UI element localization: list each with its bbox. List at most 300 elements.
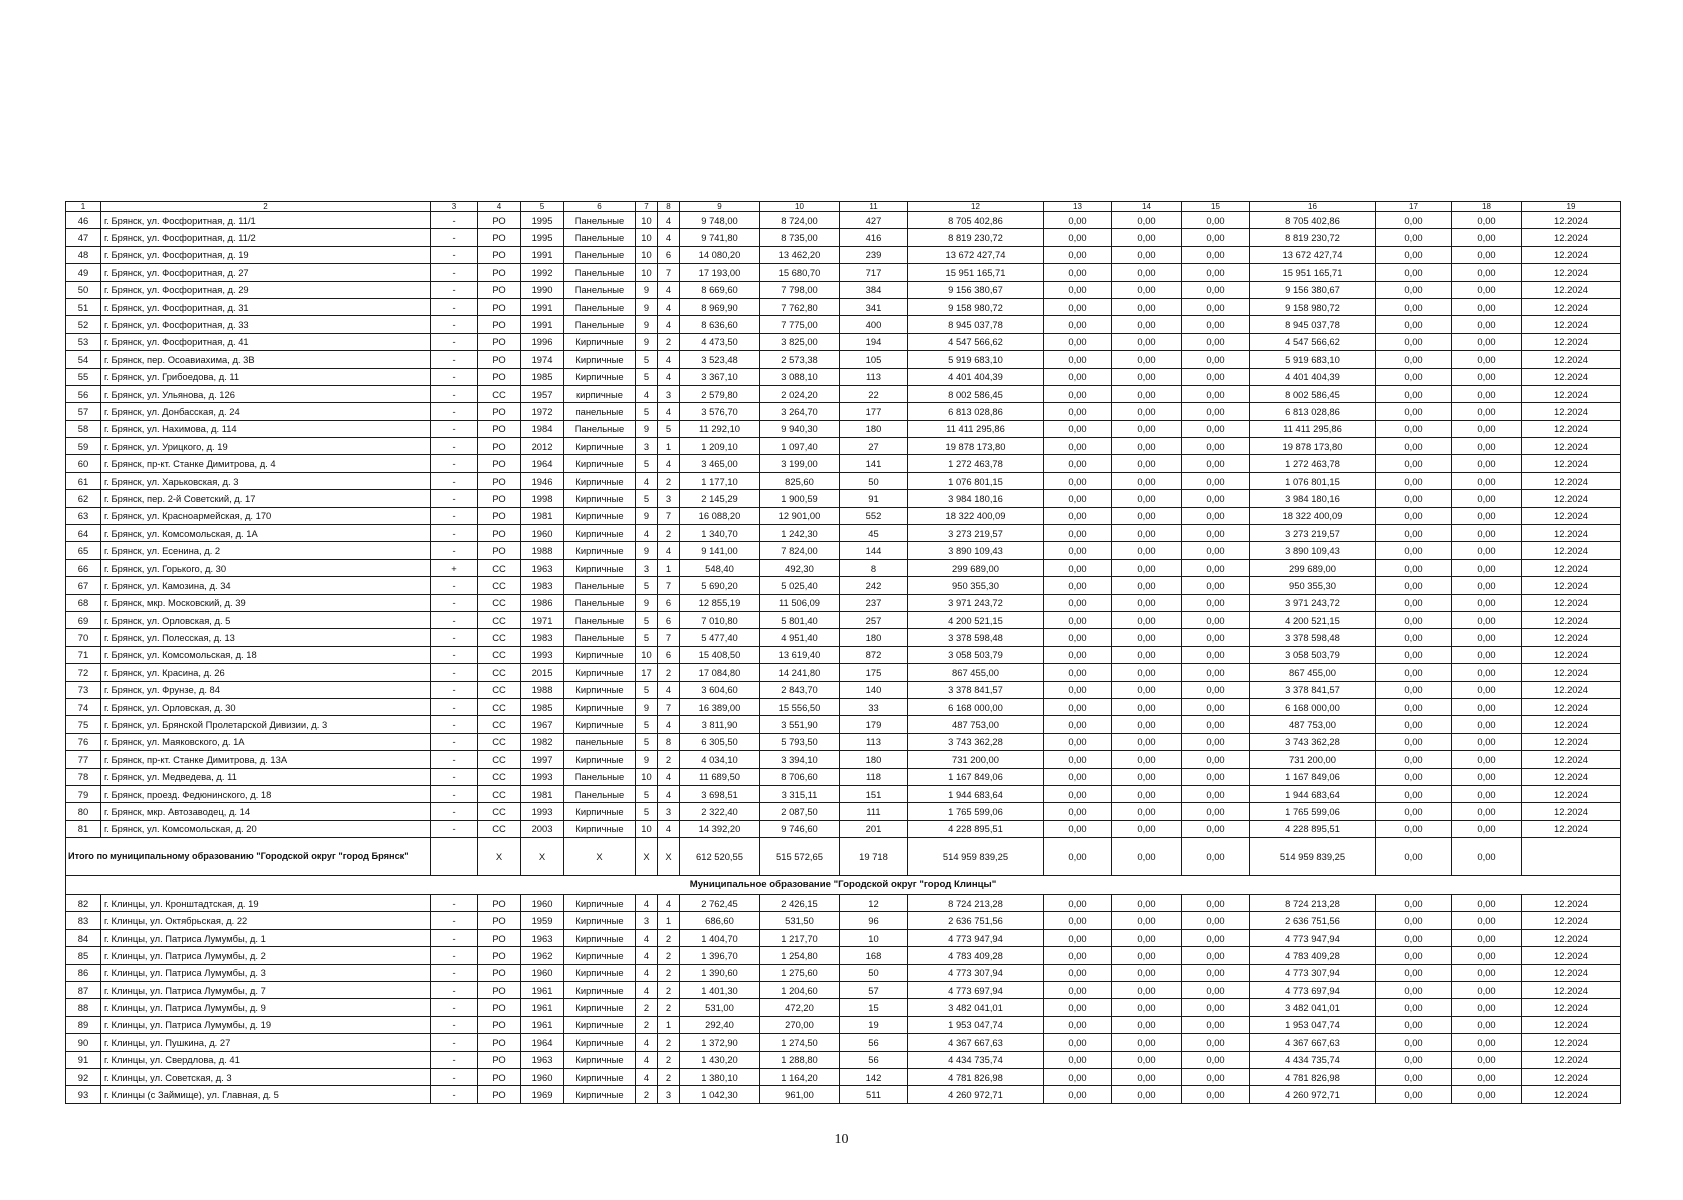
table-cell: 0,00	[1376, 368, 1452, 385]
table-cell: 1 900,59	[760, 490, 840, 507]
address-cell: г. Брянск, ул. Комсомольская, д. 18	[101, 646, 431, 663]
table-cell: 1 953 047,74	[1250, 1016, 1376, 1033]
table-cell: 141	[840, 455, 908, 472]
table-cell: 0,00	[1376, 768, 1452, 785]
column-number-cell: 10	[760, 202, 840, 212]
table-row	[66, 368, 1621, 385]
table-row	[66, 1034, 1621, 1051]
table-cell: 10	[636, 646, 658, 663]
table-cell: -	[431, 455, 478, 472]
table-cell: 0,00	[1182, 525, 1250, 542]
table-cell: 19 878 173,80	[908, 438, 1044, 455]
table-cell: 12.2024	[1522, 281, 1621, 298]
table-cell: 0,00	[1376, 507, 1452, 524]
table-cell: 52	[66, 316, 101, 333]
table-cell: 0,00	[1376, 525, 1452, 542]
table-cell: 0,00	[1112, 333, 1182, 350]
table-cell: 0,00	[1182, 1051, 1250, 1068]
table-cell: 5	[636, 733, 658, 750]
table-cell: 1 209,10	[680, 438, 760, 455]
table-cell: 4	[658, 212, 680, 229]
table-cell: 0,00	[1452, 542, 1522, 559]
address-cell: г. Брянск, пер. Осоавиахима, д. 3В	[101, 351, 431, 368]
total-row	[66, 838, 1621, 876]
table-cell: 12.2024	[1522, 664, 1621, 681]
address-cell: г. Брянск, ул. Фосфоритная, д. 33	[101, 316, 431, 333]
table-cell: 0,00	[1452, 1068, 1522, 1085]
table-cell: 511	[840, 1086, 908, 1103]
table-cell: 0,00	[1452, 664, 1522, 681]
table-cell: 1985	[521, 698, 564, 715]
table-cell: 4 783 409,28	[908, 947, 1044, 964]
table-row	[66, 1016, 1621, 1033]
table-cell: 4 473,50	[680, 333, 760, 350]
column-number-cell: 4	[478, 202, 521, 212]
table-row	[66, 999, 1621, 1016]
table-cell: 2	[658, 525, 680, 542]
table-cell: 12.2024	[1522, 1034, 1621, 1051]
table-cell: Кирпичные	[564, 1068, 636, 1085]
table-cell: 0,00	[1452, 264, 1522, 281]
table-cell: 3	[658, 803, 680, 820]
table-cell: -	[431, 490, 478, 507]
table-cell: 0,00	[1044, 895, 1112, 912]
table-cell: 4	[636, 1051, 658, 1068]
table-cell: 15 680,70	[760, 264, 840, 281]
table-cell: 0,00	[1376, 229, 1452, 246]
table-cell: 1983	[521, 629, 564, 646]
table-cell: 76	[66, 733, 101, 750]
table-cell: 341	[840, 298, 908, 315]
table-cell: 175	[840, 664, 908, 681]
table-cell: 2	[658, 999, 680, 1016]
table-cell: 0,00	[1112, 803, 1182, 820]
table-cell: 56	[840, 1034, 908, 1051]
table-cell: 1 953 047,74	[908, 1016, 1044, 1033]
table-cell: 4 951,40	[760, 629, 840, 646]
table-cell: 1 204,60	[760, 982, 840, 999]
table-cell: 15	[840, 999, 908, 1016]
table-cell: Кирпичные	[564, 368, 636, 385]
table-cell: 0,00	[1182, 1068, 1250, 1085]
table-cell: Панельные	[564, 420, 636, 437]
table-row	[66, 733, 1621, 750]
table-cell: 8 705 402,86	[1250, 212, 1376, 229]
column-number-cell: 3	[431, 202, 478, 212]
table-cell: 4	[636, 929, 658, 946]
table-cell: 0,00	[1044, 368, 1112, 385]
table-cell: 12.2024	[1522, 385, 1621, 402]
table-cell: 12.2024	[1522, 929, 1621, 946]
table-cell: 825,60	[760, 472, 840, 489]
table-cell: 89	[66, 1016, 101, 1033]
table-cell: 6 168 000,00	[1250, 698, 1376, 715]
table-cell: Панельные	[564, 611, 636, 628]
table-cell: 7	[658, 698, 680, 715]
address-cell: г. Брянск, ул. Фосфоритная, д. 27	[101, 264, 431, 281]
table-cell: РО	[478, 929, 521, 946]
table-cell: 3	[636, 559, 658, 576]
table-cell: Кирпичные	[564, 507, 636, 524]
table-cell: -	[431, 895, 478, 912]
address-cell: г. Брянск, ул. Орловская, д. 5	[101, 611, 431, 628]
table-cell: 0,00	[1452, 594, 1522, 611]
table-cell: 4 260 972,71	[908, 1086, 1044, 1103]
table-cell: 0,00	[1112, 733, 1182, 750]
address-cell: г. Брянск, ул. Камозина, д. 34	[101, 577, 431, 594]
table-cell: 8 706,60	[760, 768, 840, 785]
table-row	[66, 664, 1621, 681]
table-cell: 0,00	[1182, 438, 1250, 455]
table-cell: 111	[840, 803, 908, 820]
table-cell: 0,00	[1182, 629, 1250, 646]
table-cell: РО	[478, 472, 521, 489]
table-cell: 8 669,60	[680, 281, 760, 298]
address-cell: г. Брянск, пр-кт. Станке Димитрова, д. 4	[101, 455, 431, 472]
table-cell: -	[431, 929, 478, 946]
total-cell: 0,00	[1112, 838, 1182, 876]
table-cell: 6 813 028,86	[1250, 403, 1376, 420]
table-cell: -	[431, 681, 478, 698]
table-cell: 12.2024	[1522, 629, 1621, 646]
address-cell: г. Брянск, ул. Орловская, д. 30	[101, 698, 431, 715]
table-cell: 487 753,00	[1250, 716, 1376, 733]
table-cell: 53	[66, 333, 101, 350]
table-cell: 0,00	[1112, 351, 1182, 368]
table-row	[66, 438, 1621, 455]
table-cell: 1981	[521, 507, 564, 524]
column-number-cell: 7	[636, 202, 658, 212]
table-cell: 18 322 400,09	[908, 507, 1044, 524]
table-cell: 3 890 109,43	[1250, 542, 1376, 559]
table-cell: 0,00	[1182, 1016, 1250, 1033]
table-cell: 0,00	[1182, 1034, 1250, 1051]
table-cell: 1985	[521, 368, 564, 385]
table-cell: РО	[478, 490, 521, 507]
table-cell: 1 396,70	[680, 947, 760, 964]
table-cell: 0,00	[1452, 982, 1522, 999]
table-cell: 1998	[521, 490, 564, 507]
table-cell: РО	[478, 912, 521, 929]
table-cell: 3 743 362,28	[908, 733, 1044, 750]
column-number-cell: 11	[840, 202, 908, 212]
table-cell: 12.2024	[1522, 698, 1621, 715]
table-cell: 0,00	[1182, 664, 1250, 681]
address-cell: г. Брянск, ул. Полесская, д. 13	[101, 629, 431, 646]
table-cell: 6	[658, 611, 680, 628]
address-cell: г. Брянск, ул. Грибоедова, д. 11	[101, 368, 431, 385]
table-cell: 3 088,10	[760, 368, 840, 385]
table-cell: 12.2024	[1522, 1016, 1621, 1033]
table-row	[66, 982, 1621, 999]
table-cell: 15 408,50	[680, 646, 760, 663]
table-cell: 1960	[521, 1068, 564, 1085]
table-cell: 0,00	[1376, 385, 1452, 402]
table-cell: 2 636 751,56	[1250, 912, 1376, 929]
table-cell: 14 080,20	[680, 246, 760, 263]
table-cell: 9	[636, 698, 658, 715]
address-cell: г. Брянск, ул. Красноармейская, д. 170	[101, 507, 431, 524]
table-cell: 0,00	[1376, 785, 1452, 802]
table-cell: 0,00	[1452, 229, 1522, 246]
table-cell: Панельные	[564, 212, 636, 229]
table-cell: 0,00	[1182, 929, 1250, 946]
total-cell: 19 718	[840, 838, 908, 876]
table-cell: 55	[66, 368, 101, 385]
total-cell: 514 959 839,25	[908, 838, 1044, 876]
table-cell: 0,00	[1044, 964, 1112, 981]
table-cell: 1 076 801,15	[908, 472, 1044, 489]
table-cell: -	[431, 212, 478, 229]
table-cell: 9 158 980,72	[1250, 298, 1376, 315]
table-cell: 3 315,11	[760, 785, 840, 802]
table-cell: 3 058 503,79	[908, 646, 1044, 663]
table-cell: 0,00	[1044, 664, 1112, 681]
table-row	[66, 594, 1621, 611]
table-cell: 4 401 404,39	[1250, 368, 1376, 385]
table-cell: 0,00	[1112, 229, 1182, 246]
table-cell: 8 735,00	[760, 229, 840, 246]
table-cell: 0,00	[1182, 472, 1250, 489]
table-cell: -	[431, 664, 478, 681]
table-cell: 4	[658, 785, 680, 802]
table-cell: 9	[636, 420, 658, 437]
table-cell: 0,00	[1376, 999, 1452, 1016]
table-cell: 8 819 230,72	[1250, 229, 1376, 246]
table-cell: 0,00	[1182, 947, 1250, 964]
table-cell: 0,00	[1112, 982, 1182, 999]
table-cell: 1963	[521, 1051, 564, 1068]
table-cell: -	[431, 385, 478, 402]
table-cell: 0,00	[1452, 733, 1522, 750]
table-cell: 257	[840, 611, 908, 628]
table-cell: -	[431, 629, 478, 646]
table-cell: Кирпичные	[564, 1086, 636, 1103]
table-cell: 9	[636, 333, 658, 350]
table-cell: 0,00	[1376, 629, 1452, 646]
table-cell: 11 292,10	[680, 420, 760, 437]
table-cell: 14 392,20	[680, 820, 760, 837]
table-cell: 0,00	[1044, 403, 1112, 420]
table-cell: 0,00	[1112, 947, 1182, 964]
total-cell: X	[521, 838, 564, 876]
table-cell: Кирпичные	[564, 964, 636, 981]
table-cell: 0,00	[1452, 895, 1522, 912]
table-cell: СС	[478, 646, 521, 663]
table-cell: 1 177,10	[680, 472, 760, 489]
table-cell: 60	[66, 455, 101, 472]
column-number-cell: 15	[1182, 202, 1250, 212]
table-cell: 12.2024	[1522, 438, 1621, 455]
table-cell: 1967	[521, 716, 564, 733]
table-cell: 6	[658, 646, 680, 663]
table-cell: 0,00	[1182, 212, 1250, 229]
table-cell: 4	[658, 681, 680, 698]
table-cell: 0,00	[1112, 298, 1182, 315]
table-cell: 0,00	[1452, 646, 1522, 663]
address-cell: г. Брянск, ул. Харьковская, д. 3	[101, 472, 431, 489]
table-cell: 3 604,60	[680, 681, 760, 698]
table-row	[66, 785, 1621, 802]
table-row	[66, 912, 1621, 929]
table-cell: 2 145,29	[680, 490, 760, 507]
table-cell: 8 819 230,72	[908, 229, 1044, 246]
table-cell: 2	[658, 1051, 680, 1068]
table-cell: 22	[840, 385, 908, 402]
table-cell: 0,00	[1182, 716, 1250, 733]
table-cell: 0,00	[1044, 733, 1112, 750]
table-cell: 1959	[521, 912, 564, 929]
table-cell: 168	[840, 947, 908, 964]
table-cell: РО	[478, 1051, 521, 1068]
table-cell: 68	[66, 594, 101, 611]
table-cell: 81	[66, 820, 101, 837]
table-cell: 12.2024	[1522, 455, 1621, 472]
table-cell: 0,00	[1452, 490, 1522, 507]
table-cell: РО	[478, 1068, 521, 1085]
table-cell: 17 193,00	[680, 264, 760, 281]
table-cell: 9 141,00	[680, 542, 760, 559]
table-cell: 0,00	[1112, 785, 1182, 802]
table-cell: 5	[636, 803, 658, 820]
table-cell: 1 097,40	[760, 438, 840, 455]
table-cell: 57	[66, 403, 101, 420]
table-cell: 0,00	[1044, 577, 1112, 594]
address-cell: г. Брянск, ул. Маяковского, д. 1А	[101, 733, 431, 750]
table-cell: 731 200,00	[1250, 751, 1376, 768]
table-cell: Кирпичные	[564, 681, 636, 698]
table-cell: 9	[636, 298, 658, 315]
table-cell: 1 380,10	[680, 1068, 760, 1085]
table-cell: 0,00	[1182, 964, 1250, 981]
table-cell: 0,00	[1112, 929, 1182, 946]
table-cell: 2	[658, 947, 680, 964]
address-cell: г. Брянск, проезд. Федюнинского, д. 18	[101, 785, 431, 802]
table-cell: 0,00	[1044, 785, 1112, 802]
table-cell: 0,00	[1182, 803, 1250, 820]
table-cell: 0,00	[1182, 594, 1250, 611]
table-cell: 180	[840, 420, 908, 437]
table-cell: СС	[478, 768, 521, 785]
table-cell: 961,00	[760, 1086, 840, 1103]
table-row	[66, 646, 1621, 663]
table-cell: 12.2024	[1522, 246, 1621, 263]
table-cell: 0,00	[1112, 820, 1182, 837]
table-cell: 1991	[521, 246, 564, 263]
table-cell: 1 765 599,06	[1250, 803, 1376, 820]
table-cell: СС	[478, 664, 521, 681]
table-cell: 1962	[521, 947, 564, 964]
table-cell: -	[431, 246, 478, 263]
table-cell: Панельные	[564, 577, 636, 594]
table-cell: 4	[636, 895, 658, 912]
table-cell: РО	[478, 368, 521, 385]
table-cell: 58	[66, 420, 101, 437]
address-cell: г. Брянск, пер. 2-й Советский, д. 17	[101, 490, 431, 507]
table-cell: 0,00	[1182, 281, 1250, 298]
table-cell: 4	[658, 895, 680, 912]
table-cell: СС	[478, 785, 521, 802]
table-cell: 0,00	[1452, 716, 1522, 733]
table-cell: 73	[66, 681, 101, 698]
table-cell: 118	[840, 768, 908, 785]
table-cell: 50	[840, 472, 908, 489]
table-cell: 0,00	[1112, 316, 1182, 333]
table-cell: РО	[478, 525, 521, 542]
address-cell: г. Клинцы (с Займище), ул. Главная, д. 5	[101, 1086, 431, 1103]
table-cell: 4	[658, 351, 680, 368]
table-cell: 0,00	[1376, 1034, 1452, 1051]
table-cell: 90	[66, 1034, 101, 1051]
table-cell: 0,00	[1044, 716, 1112, 733]
table-cell: 4	[658, 298, 680, 315]
table-cell: -	[431, 420, 478, 437]
table-cell: 18 322 400,09	[1250, 507, 1376, 524]
address-cell: г. Брянск, ул. Урицкого, д. 19	[101, 438, 431, 455]
table-cell: 1 944 683,64	[908, 785, 1044, 802]
address-cell: г. Брянск, ул. Медведева, д. 11	[101, 768, 431, 785]
table-cell: 4 034,10	[680, 751, 760, 768]
table-cell: 0,00	[1452, 912, 1522, 929]
table-cell: -	[431, 716, 478, 733]
table-cell: 1961	[521, 982, 564, 999]
table-cell: -	[431, 351, 478, 368]
table-cell: 0,00	[1112, 1068, 1182, 1085]
table-cell: 8 002 586,45	[908, 385, 1044, 402]
table-cell: РО	[478, 455, 521, 472]
table-cell: -	[431, 333, 478, 350]
table-cell: 0,00	[1044, 1051, 1112, 1068]
table-cell: Кирпичные	[564, 525, 636, 542]
table-cell: 8 724 213,28	[1250, 895, 1376, 912]
table-cell: 7 824,00	[760, 542, 840, 559]
table-cell: 0,00	[1376, 594, 1452, 611]
table-cell: 0,00	[1044, 1034, 1112, 1051]
table-cell: 15 951 165,71	[908, 264, 1044, 281]
section-title-row	[66, 876, 1621, 895]
total-cell: 514 959 839,25	[1250, 838, 1376, 876]
table-cell: 950 355,30	[908, 577, 1044, 594]
table-cell: -	[431, 229, 478, 246]
table-cell: 5 793,50	[760, 733, 840, 750]
table-cell: 0,00	[1044, 438, 1112, 455]
table-cell: РО	[478, 333, 521, 350]
table-cell: Кирпичные	[564, 803, 636, 820]
table-cell: 3 984 180,16	[1250, 490, 1376, 507]
column-number-cell: 1	[66, 202, 101, 212]
table-cell: 1 042,30	[680, 1086, 760, 1103]
table-cell: 1990	[521, 281, 564, 298]
table-cell: 2	[658, 1068, 680, 1085]
table-row	[66, 298, 1621, 315]
table-cell: 0,00	[1182, 768, 1250, 785]
table-cell: 0,00	[1376, 316, 1452, 333]
table-cell: 12	[840, 895, 908, 912]
table-cell: 0,00	[1044, 1086, 1112, 1103]
table-cell: 867 455,00	[908, 664, 1044, 681]
table-cell: 19	[840, 1016, 908, 1033]
table-cell: 71	[66, 646, 101, 663]
table-cell: 0,00	[1452, 768, 1522, 785]
table-cell: 113	[840, 368, 908, 385]
table-cell: 3 058 503,79	[1250, 646, 1376, 663]
table-row	[66, 281, 1621, 298]
table-cell: 5	[636, 455, 658, 472]
table-cell: 0,00	[1112, 542, 1182, 559]
table-cell: 8 636,60	[680, 316, 760, 333]
table-cell: 92	[66, 1068, 101, 1085]
table-cell: 0,00	[1182, 368, 1250, 385]
